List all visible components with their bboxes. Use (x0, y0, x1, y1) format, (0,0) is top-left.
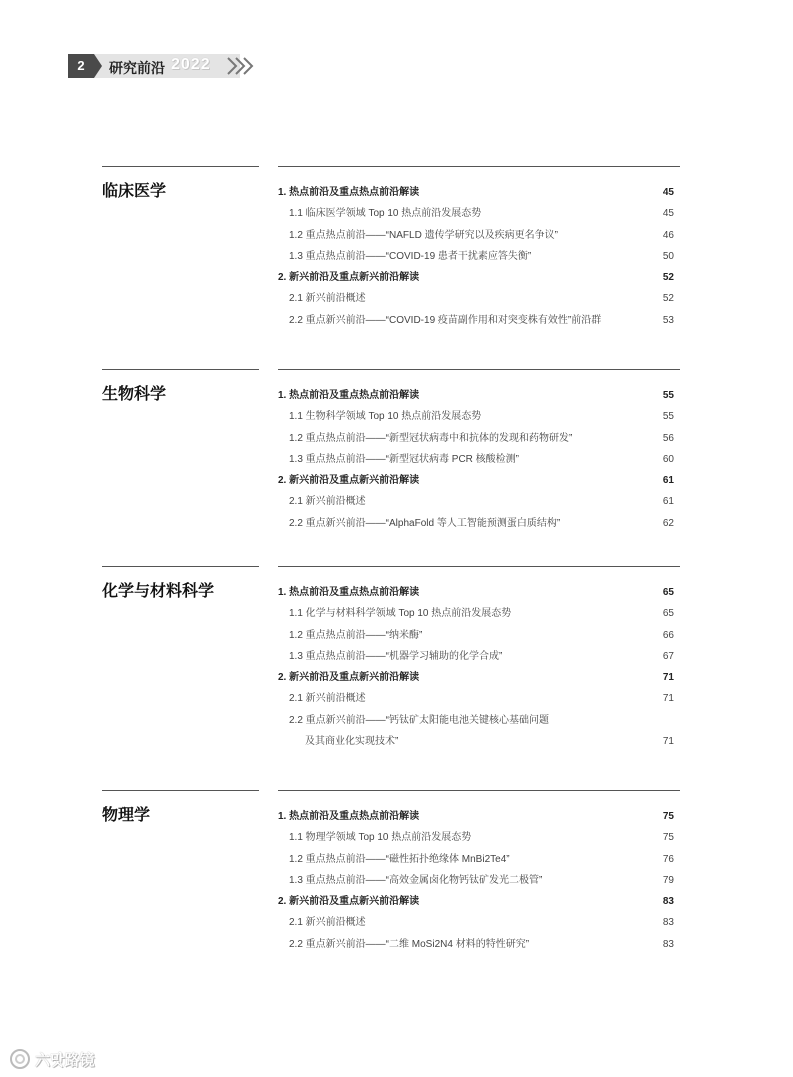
toc-entry-page: 83 (662, 896, 674, 908)
toc-entry[interactable] (278, 731, 680, 752)
toc-entry[interactable] (278, 891, 680, 912)
toc-entry-page: 76 (662, 853, 674, 865)
toc-entry-text: 2.1 新兴前沿概述 (289, 693, 366, 705)
toc-entry[interactable] (278, 385, 680, 406)
toc-entry-page: 65 (662, 587, 674, 598)
toc-entry[interactable] (278, 912, 680, 933)
toc-entry-page: 52 (662, 272, 674, 284)
toc-entry-page: 83 (662, 938, 674, 950)
toc-entry-text: 2.2 重点新兴前沿——“钙钛矿太阳能电池关键核心基础问题 (289, 714, 550, 726)
toc-entry-page: 46 (662, 229, 674, 241)
toc-entry-page: 61 (662, 475, 674, 487)
toc-entry[interactable] (278, 406, 680, 427)
toc-entry-page: 83 (662, 917, 674, 929)
toc-entry-page: 67 (662, 650, 674, 662)
toc-entry-text: 2.2 重点新兴前沿——“AlphaFold 等人工智能预测蛋白质结构” (289, 517, 561, 529)
toc-entry-page: 66 (662, 629, 674, 641)
section-title: 化学与材料科学 (102, 583, 215, 600)
toc-entry[interactable] (278, 182, 680, 203)
toc-entry-page: 53 (662, 314, 674, 326)
toc-entry-text: 1.3 重点热点前沿——“COVID-19 患者干扰素应答失衡” (289, 250, 532, 262)
toc-entry-list (278, 806, 680, 955)
toc-entry-text: 1.3 重点热点前沿——“新型冠状病毒 PCR 核酸检测” (289, 453, 520, 465)
toc-entry-text: 2.1 新兴前沿概述 (289, 917, 366, 929)
toc-entry-text: 1.2 重点热点前沿——“NAFLD 遗传学研究以及疾病更名争议” (289, 229, 558, 241)
toc-entry-text: 1.1 临床医学领域 Top 10 热点前沿发展态势 (289, 208, 482, 220)
toc-entry-text: 2.1 新兴前沿概述 (289, 496, 366, 508)
toc-entry[interactable] (278, 625, 680, 646)
watermark (8, 1047, 118, 1073)
toc-entry[interactable] (278, 870, 680, 891)
toc-entry[interactable] (278, 806, 680, 827)
running-header (68, 54, 258, 78)
toc-entry[interactable] (278, 203, 680, 224)
toc-entry-page: 45 (662, 208, 674, 220)
toc-entry-page: 75 (662, 811, 674, 822)
section-rule (102, 369, 259, 370)
toc-entry[interactable] (278, 646, 680, 667)
toc-entry-page: 55 (662, 411, 674, 423)
toc-entry-page: 75 (662, 832, 674, 844)
toc-entry-text: 及其商业化实现技术” (305, 736, 399, 748)
toc-entry-page: 45 (662, 187, 674, 198)
toc-entry-text: 2.2 重点新兴前沿——“二维 MoSi2N4 材料的特性研究” (289, 938, 530, 950)
watermark-text: 六맛路镜 (35, 1052, 95, 1069)
toc-entry[interactable] (278, 688, 680, 709)
toc-entry-page: 61 (662, 496, 674, 508)
toc-entry-page: 71 (662, 672, 674, 684)
toc-entry-text: 1.1 化学与材料科学领域 Top 10 热点前沿发展态势 (289, 608, 512, 620)
section-title: 物理学 (102, 807, 151, 824)
page-number: 2 (68, 54, 94, 78)
toc-entry-text: 1.2 重点热点前沿——“磁性拓扑绝缘体 MnBi2Te4” (289, 853, 510, 865)
header-year: 2022 (171, 56, 211, 73)
toc-entry-text: 2. 新兴前沿及重点新兴前沿解读 (278, 896, 420, 908)
watermark-logo-icon (8, 1047, 34, 1071)
toc-entry[interactable] (278, 225, 680, 246)
toc-entry[interactable] (278, 288, 680, 309)
toc-entry[interactable] (278, 491, 680, 512)
toc-entry-text: 1.2 重点热点前沿——“纳米酶” (289, 629, 423, 641)
chevron-right-icon (242, 54, 256, 78)
toc-entry-text: 1. 热点前沿及重点热点前沿解读 (278, 811, 420, 822)
toc-entry-list (278, 385, 680, 534)
toc-entry-page: 62 (662, 517, 674, 529)
toc-entry-text: 2. 新兴前沿及重点新兴前沿解读 (278, 272, 420, 284)
section-title: 生物科学 (102, 386, 167, 403)
toc-entry[interactable] (278, 603, 680, 624)
toc-entry-text: 2.1 新兴前沿概述 (289, 293, 366, 305)
toc-entry[interactable] (278, 849, 680, 870)
toc-entry-list (278, 182, 680, 331)
toc-entry-text: 1.3 重点热点前沿——“高效金属卤化物钙钛矿发光二极管” (289, 874, 543, 886)
toc-entry-text: 1.2 重点热点前沿——“新型冠状病毒中和抗体的发现和药物研发” (289, 432, 573, 444)
toc-entry-page: 52 (662, 293, 674, 305)
toc-entry-text: 1.1 物理学领域 Top 10 热点前沿发展态势 (289, 832, 472, 844)
section-rule (278, 790, 680, 791)
toc-entry-page: 71 (662, 693, 674, 705)
section-rule (278, 166, 680, 167)
toc-entry[interactable] (278, 710, 680, 731)
toc-entry-page: 56 (662, 432, 674, 444)
toc-entry-text: 1. 热点前沿及重点热点前沿解读 (278, 187, 420, 198)
toc-entry[interactable] (278, 582, 680, 603)
toc-entry-page: 60 (662, 453, 674, 465)
toc-entry[interactable] (278, 667, 680, 688)
toc-entry-page: 71 (662, 736, 674, 748)
header-title: 研究前沿 (109, 60, 165, 76)
toc-entry-text: 1. 热点前沿及重点热点前沿解读 (278, 390, 420, 401)
toc-entry[interactable] (278, 513, 680, 534)
toc-entry-page: 55 (662, 390, 674, 401)
toc-entry-page: 65 (662, 608, 674, 620)
toc-entry-list (278, 582, 680, 752)
toc-entry[interactable] (278, 310, 680, 331)
toc-entry[interactable] (278, 267, 680, 288)
toc-entry[interactable] (278, 827, 680, 848)
section-rule (278, 369, 680, 370)
toc-entry[interactable] (278, 246, 680, 267)
toc-entry-page: 79 (662, 874, 674, 886)
toc-entry[interactable] (278, 934, 680, 955)
toc-entry-text: 1.1 生物科学领域 Top 10 热点前沿发展态势 (289, 411, 482, 423)
toc-entry[interactable] (278, 449, 680, 470)
toc-entry-text: 1. 热点前沿及重点热点前沿解读 (278, 587, 420, 598)
section-rule (278, 566, 680, 567)
toc-entry-text: 2. 新兴前沿及重点新兴前沿解读 (278, 475, 420, 487)
toc-entry-text: 2. 新兴前沿及重点新兴前沿解读 (278, 672, 420, 684)
section-title: 临床医学 (102, 183, 167, 200)
section-rule (102, 166, 259, 167)
section-rule (102, 790, 259, 791)
toc-entry-text: 1.3 重点热点前沿——“机器学习辅助的化学合成” (289, 650, 503, 662)
toc-entry-page: 50 (662, 250, 674, 262)
toc-entry[interactable] (278, 470, 680, 491)
section-rule (102, 566, 259, 567)
toc-entry[interactable] (278, 428, 680, 449)
toc-entry-text: 2.2 重点新兴前沿——“COVID-19 疫苗副作用和对突变株有效性”前沿群 (289, 314, 602, 326)
